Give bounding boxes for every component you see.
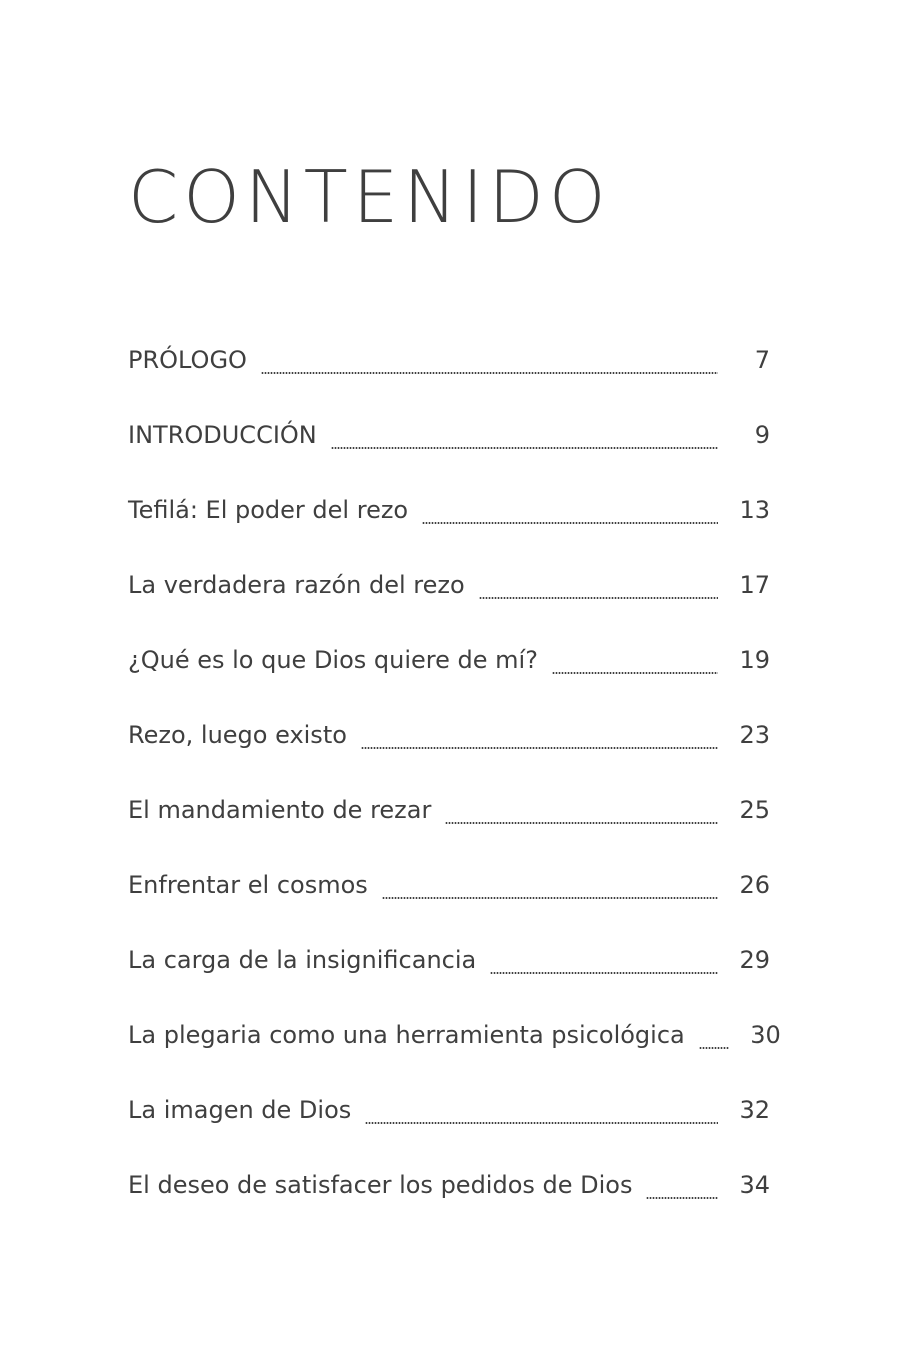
toc-entry-row (128, 865, 770, 905)
dot-leader (490, 940, 718, 980)
toc-entry-page-number: 34 (739, 1171, 770, 1199)
toc-entry-title: Tefilá: El poder del rezo (128, 496, 409, 524)
toc-entry[interactable] (128, 940, 770, 1015)
toc-entry-title: El mandamiento de rezar (128, 796, 432, 824)
toc-entry-title: La plegaria como una herramienta psicológica (128, 1021, 685, 1049)
dot-leader (699, 1015, 729, 1055)
dot-leader (365, 1090, 718, 1130)
toc-entry[interactable] (128, 415, 770, 490)
toc-entry-page-number: 30 (750, 1021, 781, 1049)
toc-entry-title: ¿Qué es lo que Dios quiere de mí? (128, 646, 538, 674)
page-title: CONTENIDO (128, 155, 611, 239)
toc-entry-page-number: 26 (739, 871, 770, 899)
toc-entry-page-number: 13 (739, 496, 770, 524)
dot-leader (646, 1165, 718, 1205)
toc-entry-title: El deseo de satisfacer los pedidos de Dios (128, 1171, 633, 1199)
toc-entry[interactable] (128, 715, 770, 790)
toc-entry-row (128, 790, 770, 830)
toc-entry-page-number: 17 (739, 571, 770, 599)
toc-entry-title: PRÓLOGO (128, 346, 247, 374)
toc-entry-title: La imagen de Dios (128, 1096, 352, 1124)
toc-entry-row (128, 490, 770, 530)
toc-entry-page-number: 29 (739, 946, 770, 974)
toc-entry-row (128, 1090, 770, 1130)
toc-entry-title: Enfrentar el cosmos (128, 871, 368, 899)
dot-leader (445, 790, 718, 830)
toc-entry-title: Rezo, luego existo (128, 721, 347, 749)
toc-entry[interactable] (128, 790, 770, 865)
toc-entry-page-number: 7 (754, 346, 770, 374)
dot-leader (382, 865, 718, 905)
dot-leader (261, 340, 718, 380)
toc-entry[interactable] (128, 340, 770, 415)
dot-leader (361, 715, 718, 755)
toc-entry-page-number: 19 (739, 646, 770, 674)
toc-entry[interactable] (128, 1015, 781, 1090)
dot-leader (422, 490, 718, 530)
toc-entry[interactable] (128, 1090, 770, 1165)
toc-entry-title: La carga de la insignificancia (128, 946, 477, 974)
toc-entry[interactable] (128, 565, 770, 640)
toc-entry-row (128, 715, 770, 755)
dot-leader (331, 415, 718, 455)
dot-leader (552, 640, 718, 680)
toc-entry-page-number: 32 (739, 1096, 770, 1124)
toc-entry-page-number: 25 (739, 796, 770, 824)
toc-entry-page-number: 9 (754, 421, 770, 449)
toc-entry[interactable] (128, 490, 770, 565)
dot-leader (479, 565, 718, 605)
toc-entry[interactable] (128, 865, 770, 940)
toc-entry-row (128, 640, 770, 680)
toc-entry-page-number: 23 (739, 721, 770, 749)
toc-entry[interactable] (128, 1165, 770, 1240)
toc-entry-row (128, 940, 770, 980)
toc-entry-row (128, 340, 770, 380)
table-of-contents (128, 340, 781, 1240)
toc-entry-row (128, 1015, 781, 1055)
toc-entry[interactable] (128, 640, 770, 715)
toc-entry-title: INTRODUCCIÓN (128, 421, 317, 449)
toc-entry-row (128, 565, 770, 605)
toc-entry-title: La verdadera razón del rezo (128, 571, 465, 599)
toc-entry-row (128, 1165, 770, 1205)
toc-entry-row (128, 415, 770, 455)
